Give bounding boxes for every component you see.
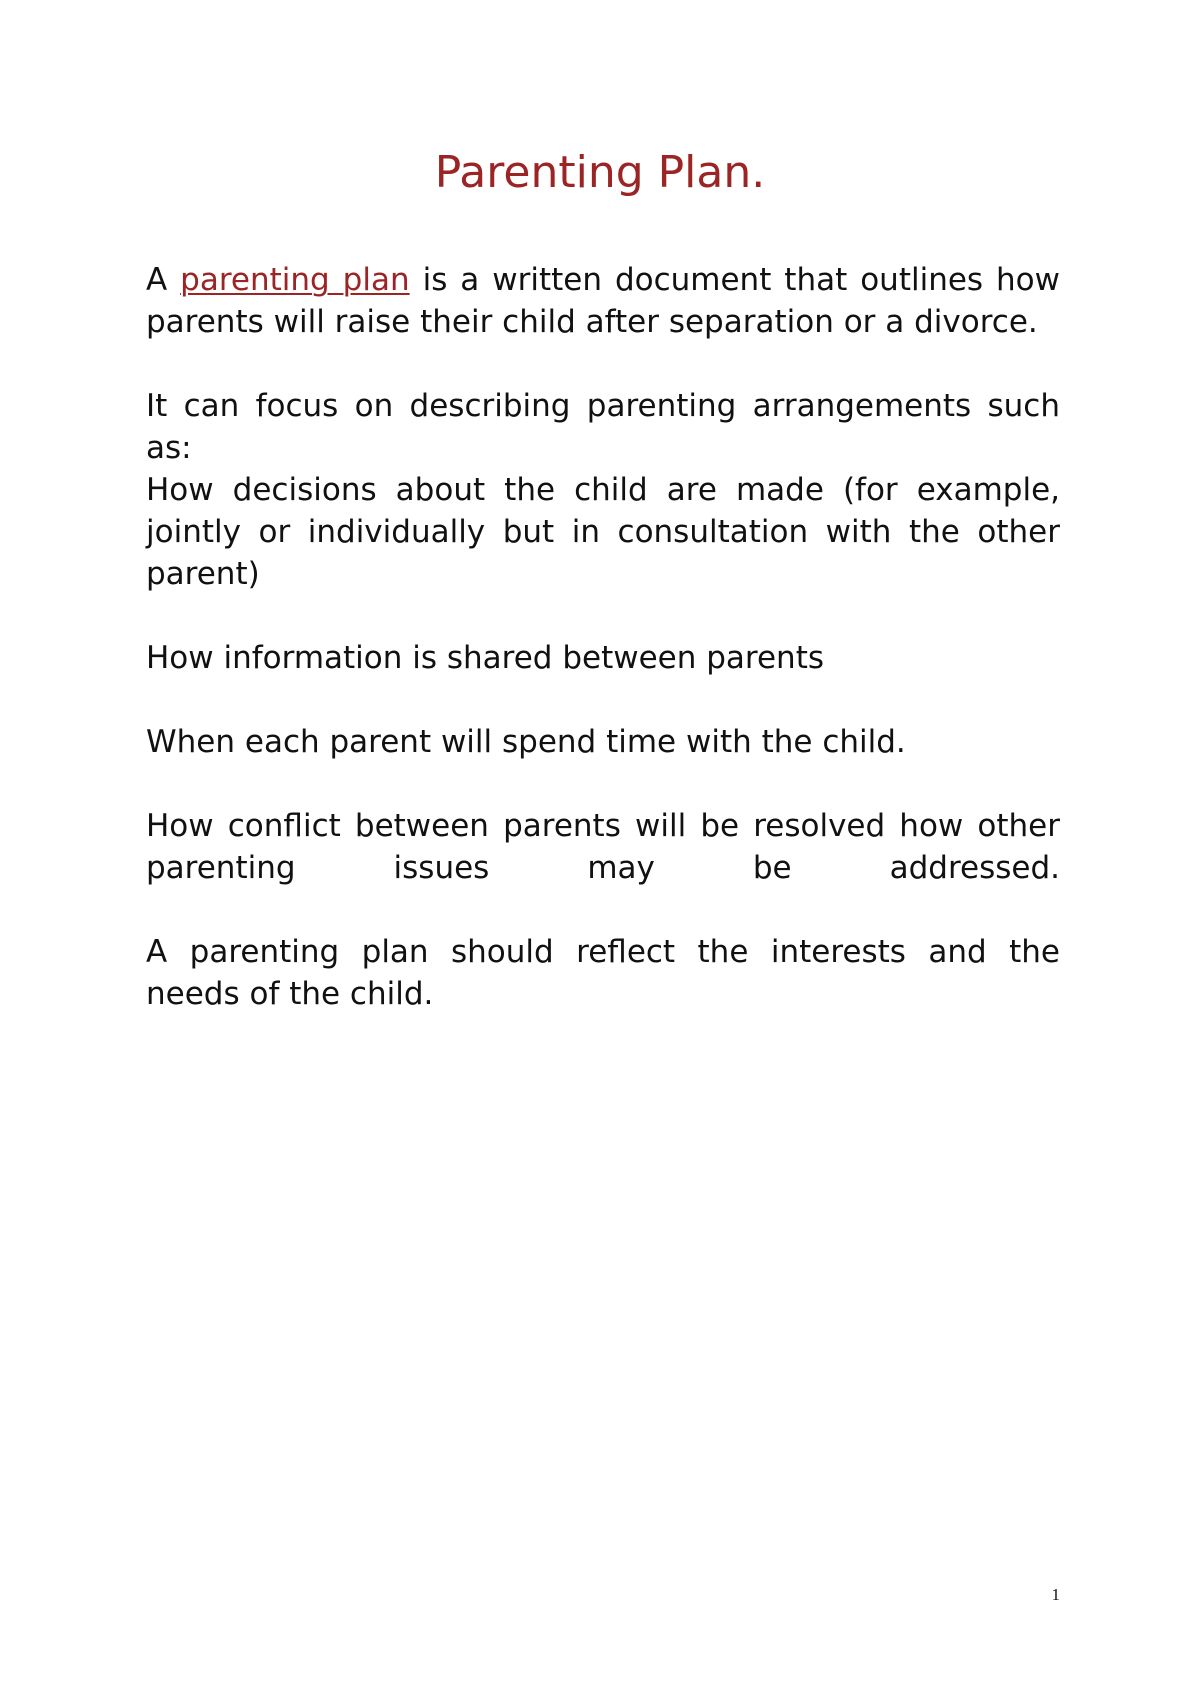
time-paragraph: When each parent will spend time with the child. [146, 724, 906, 760]
intro-paragraph [146, 259, 1060, 343]
intro-prefix: A [146, 262, 181, 298]
information-paragraph: How information is shared between parents [146, 640, 825, 676]
paragraph-spacer [146, 679, 1060, 721]
paragraph-spacer [146, 889, 1060, 931]
page-title: Parenting Plan. [434, 147, 766, 198]
focus-intro-paragraph: It can focus on describing parenting arrangements such as: [146, 388, 1060, 466]
document-body [146, 259, 1060, 1015]
page-number: 1 [1051, 1585, 1060, 1604]
paragraph-spacer [146, 763, 1060, 805]
conclusion-paragraph: A parenting plan should reflect the interests and the needs of the child. [146, 934, 1060, 1012]
conflict-paragraph-line-2: parenting issues may be addressed. [146, 850, 1060, 886]
conflict-paragraph-line-1: How conflict between parents will be resolved how other [146, 808, 1060, 844]
intro-suffix: is a written document that outlines how parents will raise their child after separation or a divorce. [146, 262, 1061, 340]
paragraph-spacer [146, 595, 1060, 637]
paragraph-spacer [146, 343, 1060, 385]
parenting-plan-link[interactable]: parenting plan [180, 262, 410, 298]
decisions-paragraph: How decisions about the child are made (for example, jointly or individually but in consultation with the other parent) [146, 472, 1060, 592]
